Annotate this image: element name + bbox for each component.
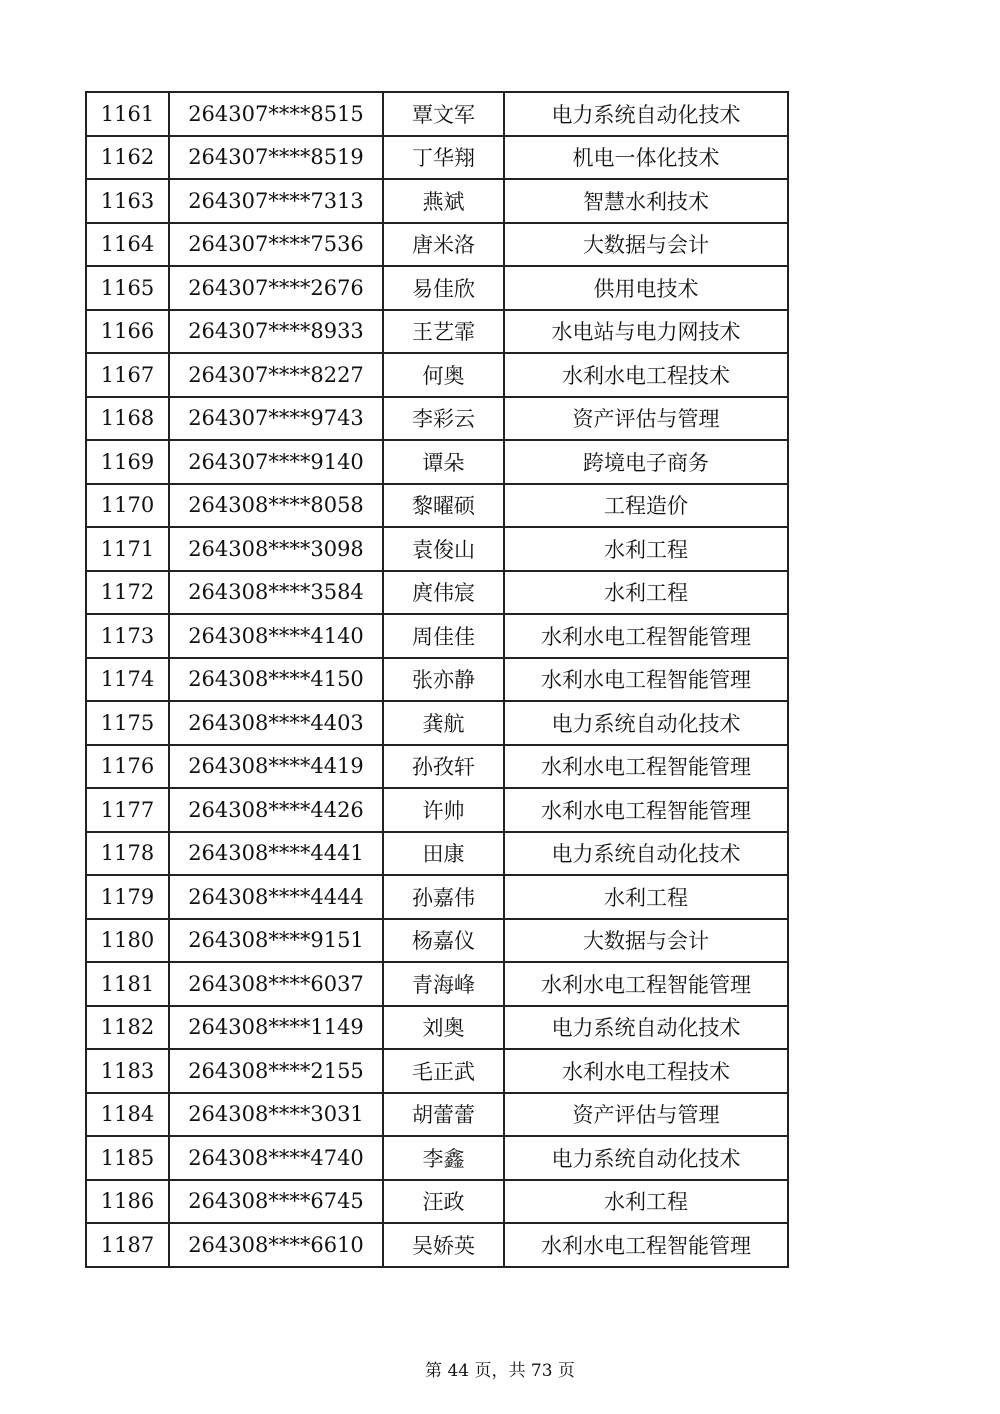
- row-number-cell: 1167: [86, 353, 169, 397]
- student-name-cell: 李鑫: [383, 1136, 504, 1180]
- major-cell: 电力系统自动化技术: [504, 1006, 788, 1050]
- id-number-cell: 264307****9140: [169, 440, 383, 484]
- table-row: [86, 1136, 788, 1180]
- student-name-cell: 汪政: [383, 1180, 504, 1224]
- row-number-cell: 1164: [86, 223, 169, 267]
- id-number-cell: 264307****8227: [169, 353, 383, 397]
- id-number-cell: 264308****3031: [169, 1093, 383, 1137]
- student-name-cell: 孙嘉伟: [383, 875, 504, 919]
- id-number-cell: 264308****4403: [169, 701, 383, 745]
- student-name-cell: 杨嘉仪: [383, 919, 504, 963]
- table-row: [86, 223, 788, 267]
- page-footer: 第 44 页，共 73 页: [425, 1361, 575, 1381]
- major-cell: 水利水电工程智能管理: [504, 962, 788, 1006]
- row-number-cell: 1172: [86, 571, 169, 615]
- table-row: [86, 527, 788, 571]
- table-row: [86, 1006, 788, 1050]
- row-number-cell: 1161: [86, 92, 169, 136]
- major-cell: 资产评估与管理: [504, 397, 788, 441]
- table-row: [86, 353, 788, 397]
- table-row: [86, 875, 788, 919]
- student-name-cell: 田康: [383, 832, 504, 876]
- table-row: [86, 1223, 788, 1267]
- id-number-cell: 264308****4150: [169, 658, 383, 702]
- student-name-cell: 毛正武: [383, 1049, 504, 1093]
- table-row: [86, 571, 788, 615]
- table-row: [86, 136, 788, 180]
- major-cell: 工程造价: [504, 484, 788, 528]
- major-cell: 水利水电工程智能管理: [504, 745, 788, 789]
- major-cell: 水电站与电力网技术: [504, 310, 788, 354]
- row-number-cell: 1177: [86, 788, 169, 832]
- student-name-cell: 易佳欣: [383, 266, 504, 310]
- student-name-cell: 刘奥: [383, 1006, 504, 1050]
- major-cell: 水利工程: [504, 1180, 788, 1224]
- major-cell: 水利水电工程技术: [504, 1049, 788, 1093]
- major-cell: 跨境电子商务: [504, 440, 788, 484]
- row-number-cell: 1171: [86, 527, 169, 571]
- id-number-cell: 264308****6610: [169, 1223, 383, 1267]
- id-number-cell: 264307****8519: [169, 136, 383, 180]
- table-row: [86, 92, 788, 136]
- table-row: [86, 484, 788, 528]
- student-name-cell: 周佳佳: [383, 614, 504, 658]
- table-row: [86, 266, 788, 310]
- row-number-cell: 1178: [86, 832, 169, 876]
- table-row: [86, 788, 788, 832]
- row-number-cell: 1187: [86, 1223, 169, 1267]
- id-number-cell: 264307****2676: [169, 266, 383, 310]
- major-cell: 供用电技术: [504, 266, 788, 310]
- id-number-cell: 264308****9151: [169, 919, 383, 963]
- student-name-cell: 黎曜硕: [383, 484, 504, 528]
- row-number-cell: 1173: [86, 614, 169, 658]
- table-row: [86, 745, 788, 789]
- id-number-cell: 264308****4441: [169, 832, 383, 876]
- id-number-cell: 264308****2155: [169, 1049, 383, 1093]
- id-number-cell: 264308****6745: [169, 1180, 383, 1224]
- major-cell: 电力系统自动化技术: [504, 701, 788, 745]
- roster-table: [85, 91, 789, 1268]
- id-number-cell: 264308****8058: [169, 484, 383, 528]
- row-number-cell: 1174: [86, 658, 169, 702]
- row-number-cell: 1179: [86, 875, 169, 919]
- row-number-cell: 1182: [86, 1006, 169, 1050]
- id-number-cell: 264308****3584: [169, 571, 383, 615]
- id-number-cell: 264308****3098: [169, 527, 383, 571]
- student-name-cell: 燕斌: [383, 179, 504, 223]
- id-number-cell: 264307****8933: [169, 310, 383, 354]
- row-number-cell: 1162: [86, 136, 169, 180]
- major-cell: 水利工程: [504, 571, 788, 615]
- major-cell: 水利工程: [504, 875, 788, 919]
- table-row: [86, 919, 788, 963]
- major-cell: 电力系统自动化技术: [504, 1136, 788, 1180]
- row-number-cell: 1184: [86, 1093, 169, 1137]
- major-cell: 水利水电工程智能管理: [504, 1223, 788, 1267]
- student-name-cell: 袁俊山: [383, 527, 504, 571]
- id-number-cell: 264308****4419: [169, 745, 383, 789]
- row-number-cell: 1163: [86, 179, 169, 223]
- student-name-cell: 胡蕾蕾: [383, 1093, 504, 1137]
- major-cell: 水利水电工程智能管理: [504, 658, 788, 702]
- major-cell: 大数据与会计: [504, 223, 788, 267]
- table-row: [86, 614, 788, 658]
- table-row: [86, 1093, 788, 1137]
- row-number-cell: 1183: [86, 1049, 169, 1093]
- id-number-cell: 264308****6037: [169, 962, 383, 1006]
- major-cell: 大数据与会计: [504, 919, 788, 963]
- row-number-cell: 1181: [86, 962, 169, 1006]
- student-name-cell: 何奥: [383, 353, 504, 397]
- row-number-cell: 1175: [86, 701, 169, 745]
- row-number-cell: 1169: [86, 440, 169, 484]
- id-number-cell: 264308****4740: [169, 1136, 383, 1180]
- student-name-cell: 唐米洛: [383, 223, 504, 267]
- table-row: [86, 962, 788, 1006]
- row-number-cell: 1176: [86, 745, 169, 789]
- id-number-cell: 264308****1149: [169, 1006, 383, 1050]
- major-cell: 水利工程: [504, 527, 788, 571]
- table-row: [86, 179, 788, 223]
- id-number-cell: 264307****8515: [169, 92, 383, 136]
- major-cell: 水利水电工程智能管理: [504, 614, 788, 658]
- id-number-cell: 264307****7536: [169, 223, 383, 267]
- major-cell: 电力系统自动化技术: [504, 832, 788, 876]
- table-row: [86, 701, 788, 745]
- student-name-cell: 青海峰: [383, 962, 504, 1006]
- row-number-cell: 1185: [86, 1136, 169, 1180]
- id-number-cell: 264307****7313: [169, 179, 383, 223]
- table-row: [86, 397, 788, 441]
- student-name-cell: 许帅: [383, 788, 504, 832]
- student-name-cell: 覃文军: [383, 92, 504, 136]
- row-number-cell: 1166: [86, 310, 169, 354]
- id-number-cell: 264308****4426: [169, 788, 383, 832]
- student-name-cell: 李彩云: [383, 397, 504, 441]
- id-number-cell: 264308****4140: [169, 614, 383, 658]
- student-name-cell: 张亦静: [383, 658, 504, 702]
- table-row: [86, 658, 788, 702]
- row-number-cell: 1170: [86, 484, 169, 528]
- table-row: [86, 832, 788, 876]
- student-name-cell: 孙孜轩: [383, 745, 504, 789]
- row-number-cell: 1186: [86, 1180, 169, 1224]
- major-cell: 电力系统自动化技术: [504, 92, 788, 136]
- student-name-cell: 吴娇英: [383, 1223, 504, 1267]
- row-number-cell: 1180: [86, 919, 169, 963]
- id-number-cell: 264308****4444: [169, 875, 383, 919]
- table-row: [86, 1180, 788, 1224]
- major-cell: 智慧水利技术: [504, 179, 788, 223]
- id-number-cell: 264307****9743: [169, 397, 383, 441]
- student-name-cell: 庹伟宸: [383, 571, 504, 615]
- student-name-cell: 王艺霏: [383, 310, 504, 354]
- student-name-cell: 丁华翔: [383, 136, 504, 180]
- table-row: [86, 310, 788, 354]
- student-name-cell: 龚航: [383, 701, 504, 745]
- table-row: [86, 1049, 788, 1093]
- row-number-cell: 1168: [86, 397, 169, 441]
- major-cell: 资产评估与管理: [504, 1093, 788, 1137]
- row-number-cell: 1165: [86, 266, 169, 310]
- major-cell: 水利水电工程智能管理: [504, 788, 788, 832]
- table-row: [86, 440, 788, 484]
- major-cell: 机电一体化技术: [504, 136, 788, 180]
- roster-body: [86, 92, 788, 1267]
- major-cell: 水利水电工程技术: [504, 353, 788, 397]
- student-name-cell: 谭朵: [383, 440, 504, 484]
